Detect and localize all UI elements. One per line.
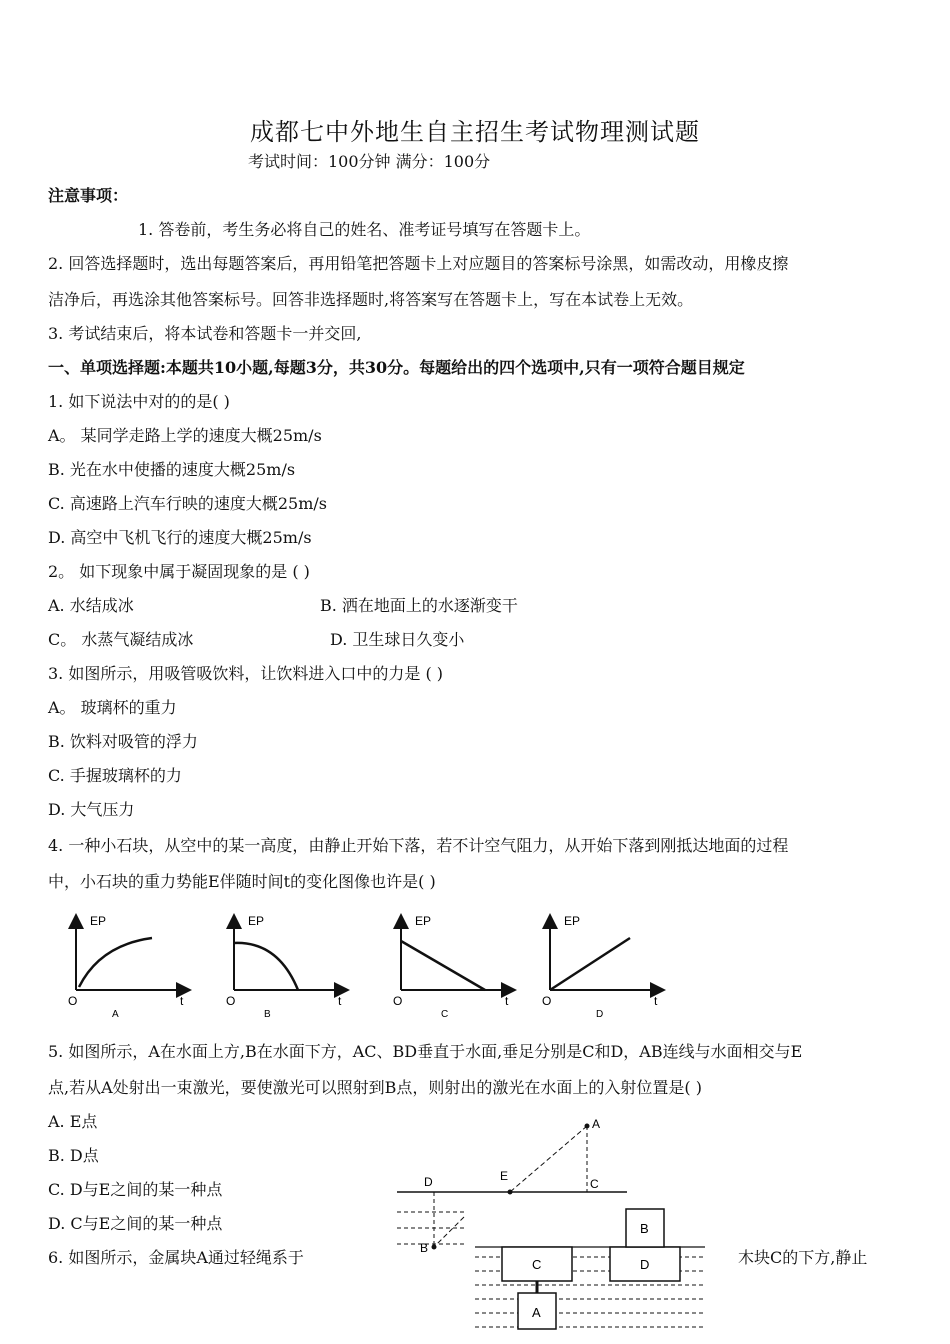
- option: D. 高空中飞机飞行的速度大概25m/s: [48, 528, 312, 547]
- graph-origin: O: [542, 994, 552, 1008]
- point-label: E: [500, 1169, 509, 1183]
- question-stem: 1. 如下说法中对的的是( ): [48, 392, 230, 411]
- curve-b: [234, 943, 298, 990]
- point-label: D: [424, 1175, 433, 1189]
- point-label: C: [590, 1177, 599, 1191]
- curve-c: [401, 941, 485, 990]
- graph-caption: A: [112, 1009, 119, 1020]
- graph-xlabel: t: [338, 994, 342, 1008]
- curve-a: [79, 938, 152, 987]
- option: C。 水蒸气凝结成冰: [48, 630, 194, 649]
- graph-ylabel: EP: [248, 914, 265, 928]
- question-stem: 4. 一种小石块，从空中的某一高度，由静止开始下落，若不计空气阻力，从开始下落到刚抵达地面的过程: [48, 836, 789, 855]
- option: A. E点: [48, 1112, 98, 1131]
- curve-d: [550, 938, 630, 990]
- option: B. D点: [48, 1146, 99, 1165]
- graph-ylabel: EP: [415, 914, 432, 928]
- notice-item: 1. 答卷前，考生务必将自己的姓名、准考证号填写在答题卡上。: [138, 220, 591, 239]
- option: A. 水结成冰: [48, 596, 134, 615]
- notice-heading: 注意事项：: [48, 186, 129, 205]
- section-heading: 一、单项选择题:本题共10小题,每题3分，共30分。每题给出的四个选项中,只有一项符合题目规定: [48, 358, 745, 377]
- notice-item: 2. 回答选择题时，选出每题答案后，再用铅笔把答题卡上对应题目的答案标号涂黑，如需改动，用橡皮擦: [48, 254, 789, 273]
- graph-b: [226, 914, 346, 1020]
- graph-origin: O: [226, 994, 236, 1008]
- graph-xlabel: t: [180, 994, 184, 1008]
- graph-caption: D: [596, 1009, 604, 1020]
- graph-origin: O: [68, 994, 78, 1008]
- page-title: 成都七中外地生自主招生考试物理测试题: [250, 118, 700, 146]
- question-stem: 中，小石块的重力势能E伴随时间t的变化图像也许是( ): [48, 872, 436, 891]
- option: B. 洒在地面上的水逐渐变干: [320, 596, 518, 615]
- graph-ylabel: EP: [564, 914, 581, 928]
- graph-a: [68, 914, 188, 1020]
- option: D. 大气压力: [48, 800, 135, 819]
- option: C. 手握玻璃杯的力: [48, 766, 182, 785]
- graph-ylabel: EP: [90, 914, 107, 928]
- option: D. 卫生球日久变小: [330, 630, 465, 649]
- question-stem: 5. 如图所示，A在水面上方,B在水面下方，AC、BD垂直于水面,垂足分别是C和D，AB连线与水面相交与E: [48, 1042, 803, 1061]
- question-stem: 3. 如图所示，用吸管吸饮料，让饮料进入口中的力是 ( ): [48, 664, 444, 683]
- notice-item: 洁净后，再选涂其他答案标号。回答非选择题时,将答案写在答题卡上，写在本试卷上无效。: [48, 290, 694, 309]
- point-label: B: [420, 1241, 429, 1255]
- block-label: B: [640, 1221, 649, 1236]
- ab-line-lower: [434, 1217, 464, 1247]
- graph-caption: B: [264, 1009, 271, 1020]
- block-label: A: [532, 1305, 541, 1320]
- float-diagram: [470, 1205, 710, 1341]
- question-stem: 点,若从A处射出一束激光，要使激光可以照射到B点，则射出的激光在水面上的入射位置是( ): [48, 1078, 702, 1097]
- graph-caption: C: [441, 1009, 449, 1020]
- option: B. 光在水中使播的速度大概25m/s: [48, 460, 296, 479]
- graph-origin: O: [393, 994, 403, 1008]
- block-label: D: [640, 1257, 650, 1272]
- graph-d: [542, 914, 662, 1020]
- exam-info: 考试时间：100分钟 满分：100分: [248, 152, 491, 171]
- option: D. C与E之间的某一种点: [48, 1214, 223, 1233]
- notice-item: 3. 考试结束后，将本试卷和答题卡一并交回,: [48, 324, 362, 343]
- option: C. D与E之间的某一种点: [48, 1180, 223, 1199]
- graph-xlabel: t: [505, 994, 509, 1008]
- ep-graphs: [60, 905, 680, 1025]
- option: B. 饮料对吸管的浮力: [48, 732, 198, 751]
- option: A。 玻璃杯的重力: [48, 698, 177, 717]
- point-label: A: [592, 1117, 601, 1131]
- block-label: C: [532, 1257, 542, 1272]
- graph-xlabel: t: [654, 994, 658, 1008]
- question-stem: 2。 如下现象中属于凝固现象的是 ( ): [48, 562, 310, 581]
- graph-c: [393, 914, 513, 1020]
- option: A。 某同学走路上学的速度大概25m/s: [48, 426, 322, 445]
- ab-line-upper: [510, 1126, 587, 1192]
- question-stem: 木块C的下方,静止: [738, 1248, 868, 1267]
- option: C. 高速路上汽车行映的速度大概25m/s: [48, 494, 327, 513]
- question-stem: 6. 如图所示，金属块A通过轻绳系于: [48, 1248, 304, 1267]
